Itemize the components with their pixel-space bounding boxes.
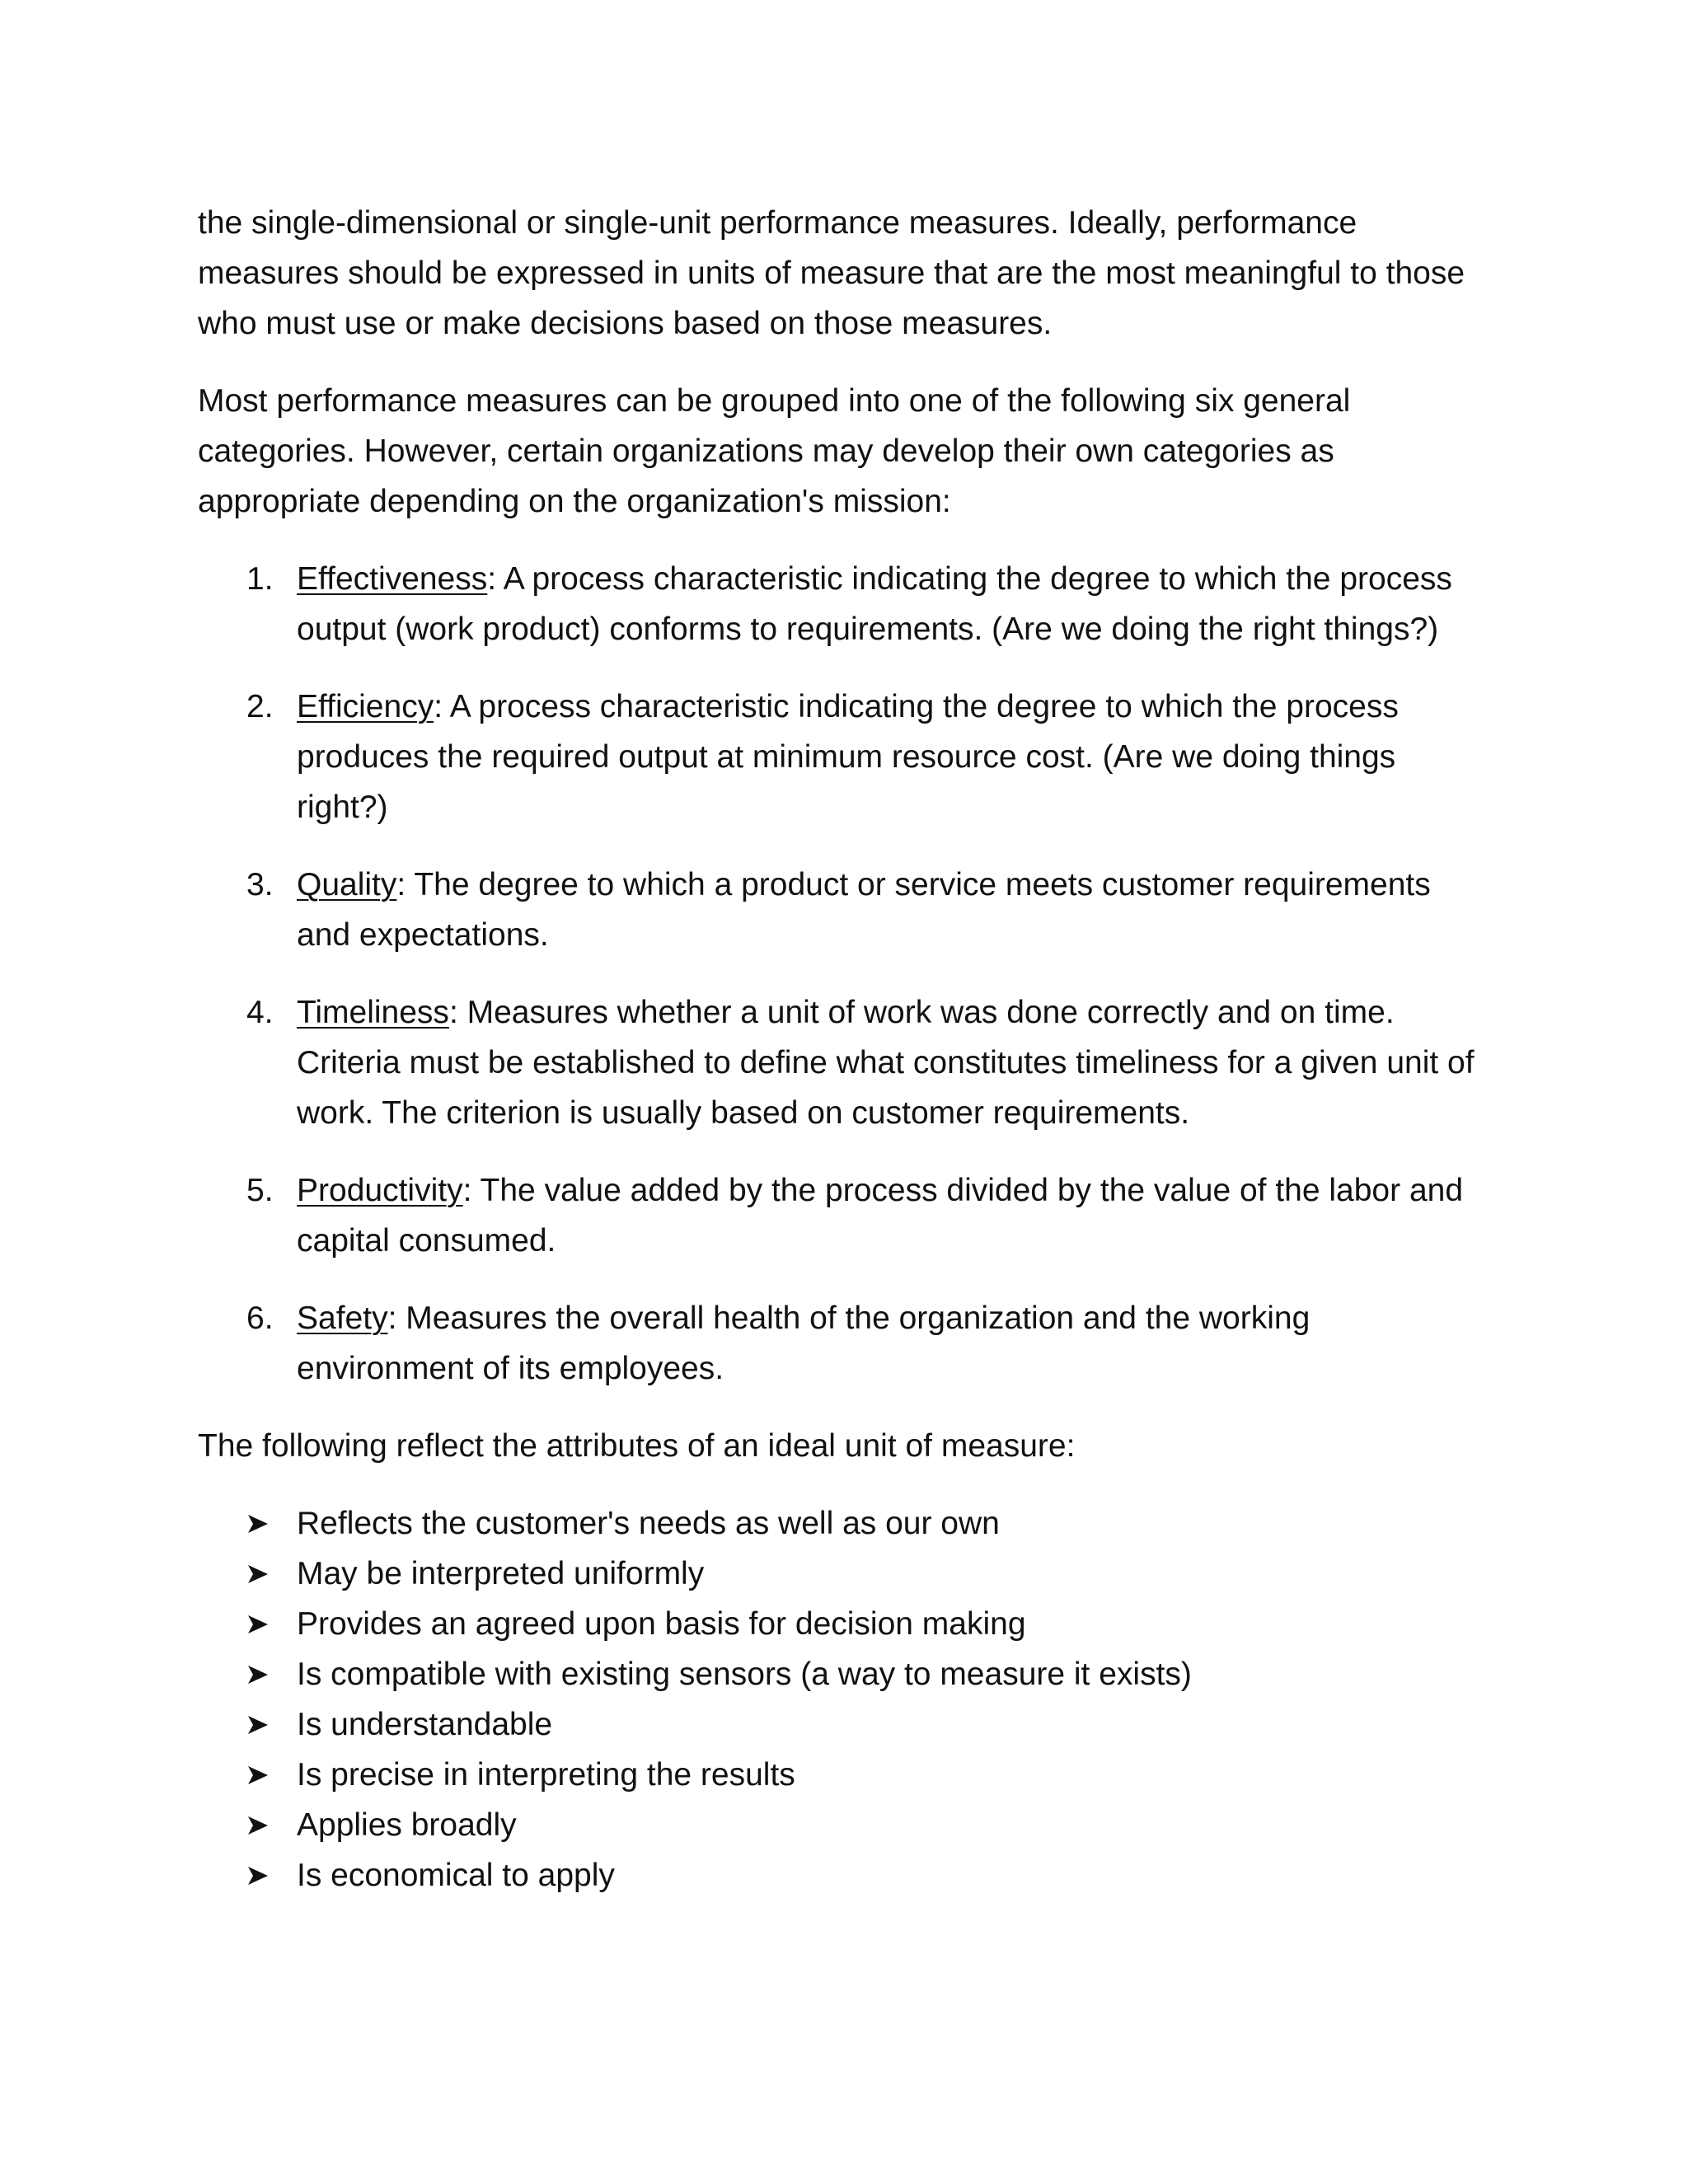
attributes-intro: The following reflect the attributes of an ideal unit of measure:: [198, 1428, 1076, 1464]
attribute-item: [198, 1850, 1484, 1900]
category-item: [198, 1293, 1484, 1394]
arrowhead-bullet-icon: [247, 1866, 269, 1886]
category-description: : The value added by the process divided by the value of the labor and capital consumed.: [297, 1173, 1464, 1258]
category-item: [198, 554, 1484, 654]
arrowhead-bullet-icon: [247, 1765, 269, 1785]
category-term: Timeliness: [297, 995, 449, 1030]
category-description: : Measures whether a unit of work was done correctly and on time. Criteria must be established to define what constitutes timeliness for a given unit of work. The criterion is usually based on customer requirements.: [297, 995, 1475, 1131]
attribute-text: May be interpreted uniformly: [297, 1556, 705, 1591]
category-number: 6.: [246, 1301, 274, 1336]
category-term: Quality: [297, 867, 397, 902]
category-term: Productivity: [297, 1173, 463, 1208]
category-description: : A process characteristic indicating the degree to which the process produces the required output at minimum resource cost. (Are we doing things right?): [297, 689, 1399, 825]
attribute-text: Is precise in interpreting the results: [297, 1757, 795, 1793]
arrowhead-bullet-icon: [247, 1715, 269, 1735]
attribute-text: Applies broadly: [297, 1807, 517, 1843]
category-item: [198, 987, 1484, 1138]
category-description: : Measures the overall health of the organization and the working environment of its employees.: [297, 1301, 1311, 1386]
category-number: 3.: [246, 867, 274, 902]
intro-paragraph-2: Most performance measures can be grouped into one of the following six general categories. However, certain organizations may develop their own categories as appropriate depending on the organization's mission:: [198, 383, 1351, 519]
attribute-item: [198, 1699, 1484, 1750]
attribute-text: Reflects the customer's needs as well as our own: [297, 1506, 1000, 1541]
category-item: [198, 682, 1484, 832]
attribute-item: [198, 1800, 1484, 1850]
arrowhead-bullet-icon: [247, 1564, 269, 1584]
category-number: 5.: [246, 1173, 274, 1208]
category-term: Efficiency: [297, 689, 434, 724]
arrowhead-bullet-icon: [247, 1665, 269, 1685]
attribute-text: Provides an agreed upon basis for decision making: [297, 1606, 1026, 1642]
attribute-text: Is economical to apply: [297, 1858, 615, 1893]
category-item: [198, 1165, 1484, 1266]
category-number: 4.: [246, 995, 274, 1030]
attribute-item: [198, 1498, 1484, 1549]
arrowhead-bullet-icon: [247, 1514, 269, 1534]
category-number: 2.: [246, 689, 274, 724]
category-term: Safety: [297, 1301, 388, 1336]
attribute-item: [198, 1649, 1484, 1699]
attribute-text: Is compatible with existing sensors (a way to measure it exists): [297, 1657, 1192, 1692]
category-description: : The degree to which a product or service meets customer requirements and expectations.: [297, 867, 1431, 953]
category-number: 1.: [246, 561, 274, 597]
attribute-text: Is understandable: [297, 1707, 553, 1742]
category-description: : A process characteristic indicating the degree to which the process output (work product) conforms to requirements. (Are we doing the right things?): [297, 561, 1452, 647]
arrowhead-bullet-icon: [247, 1816, 269, 1835]
category-term: Effectiveness: [297, 561, 488, 597]
attribute-item: [198, 1599, 1484, 1649]
intro-paragraph-1: the single-dimensional or single-unit performance measures. Ideally, performance measures should be expressed in units of measure that are the most meaningful to those who must use or make decisions based on those measures.: [198, 205, 1465, 341]
category-item: [198, 860, 1484, 960]
arrowhead-bullet-icon: [247, 1615, 269, 1634]
attributes-list: [198, 1498, 1484, 1900]
attribute-item: [198, 1549, 1484, 1599]
document-page: [198, 198, 1484, 1900]
attribute-item: [198, 1750, 1484, 1800]
categories-list: [198, 554, 1484, 1394]
